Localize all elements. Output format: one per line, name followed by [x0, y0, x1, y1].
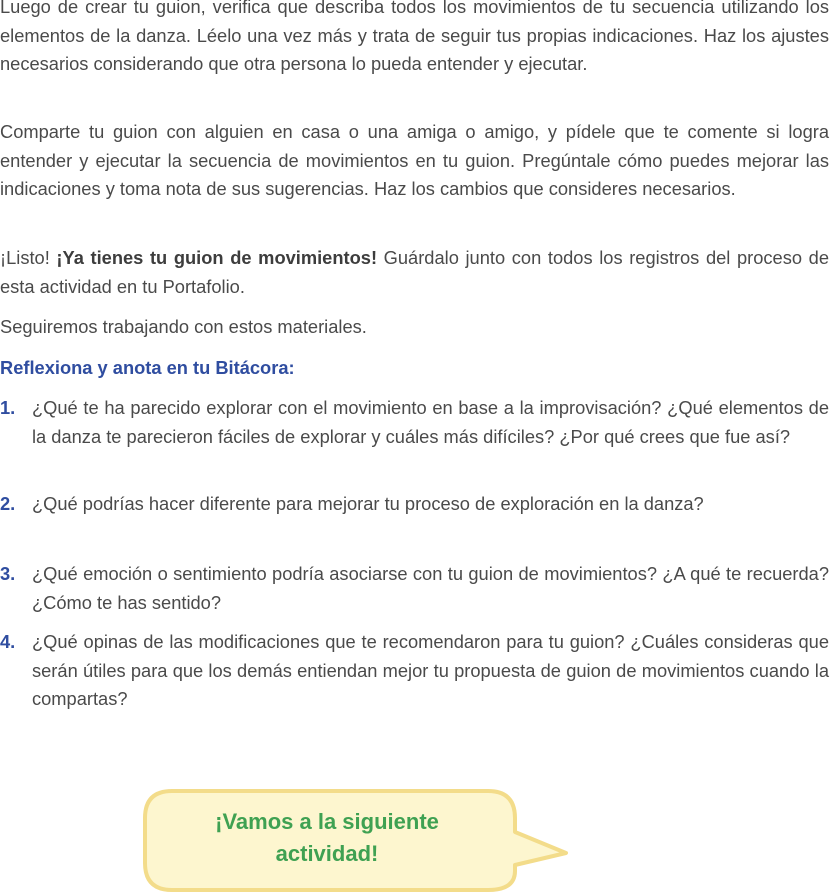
question-text: ¿Qué podrías hacer diferente para mejorar tu proceso de exploración en la danza? — [32, 493, 704, 514]
paragraph-share-script: Comparte tu guion con alguien en casa o una amiga o amigo, y pídele que te comente si logra entender y ejecutar la secuencia de movimientos en tu guion. Pregúntale cómo puedes mejorar las indicaciones y toma nota de sus sugerencias. Haz los cambios que consideres necesarios. — [0, 121, 829, 200]
question-item — [0, 560, 829, 617]
question-item — [0, 628, 829, 714]
callout-text — [142, 806, 512, 870]
question-text: ¿Qué emoción o sentimiento podría asociarse con tu guion de movimientos? ¿A qué te recuerda? ¿Cómo te has sentido? — [32, 563, 829, 613]
question-text: ¿Qué te ha parecido explorar con el movimiento en base a la improvisación? ¿Qué elementos de la danza te parecieron fáciles de explorar y cuáles más difíciles? ¿Por qué crees que fue así? — [32, 397, 829, 447]
reflection-heading: Reflexiona y anota en tu Bitácora: — [0, 357, 295, 378]
question-number: 2. — [0, 493, 16, 514]
paragraph-ready — [0, 244, 829, 301]
callout-line-2: actividad! — [275, 841, 379, 866]
question-number: 1. — [0, 397, 16, 418]
question-text: ¿Qué opinas de las modificaciones que te recomendaron para tu guion? ¿Cuáles consideras que serán útiles para que los demás entiendan mejor tu propuesta de guion de movimientos cuando la compartas? — [32, 631, 829, 710]
question-number: 3. — [0, 563, 16, 584]
question-number: 4. — [0, 631, 16, 652]
ready-bold-text: ¡Ya tienes tu guion de movimientos! — [56, 247, 378, 268]
question-item — [0, 490, 829, 519]
ready-exclamation: ¡Listo! — [0, 247, 57, 268]
paragraph-verify-script: Luego de crear tu guion, verifica que describa todos los movimientos de tu secuencia utilizando los elementos de la danza. Léelo una vez más y trata de seguir tus propias indicaciones. Haz los ajustes necesarios considerando que otra persona lo pueda entender y ejecutar. — [0, 0, 829, 75]
paragraph-continue: Seguiremos trabajando con estos materiales. — [0, 316, 367, 337]
callout-line-1: ¡Vamos a la siguiente — [215, 809, 439, 834]
question-item — [0, 394, 829, 451]
ready-rest: Guárdalo junto con todos los registros del proceso de esta actividad en tu Portafolio. — [0, 247, 829, 297]
